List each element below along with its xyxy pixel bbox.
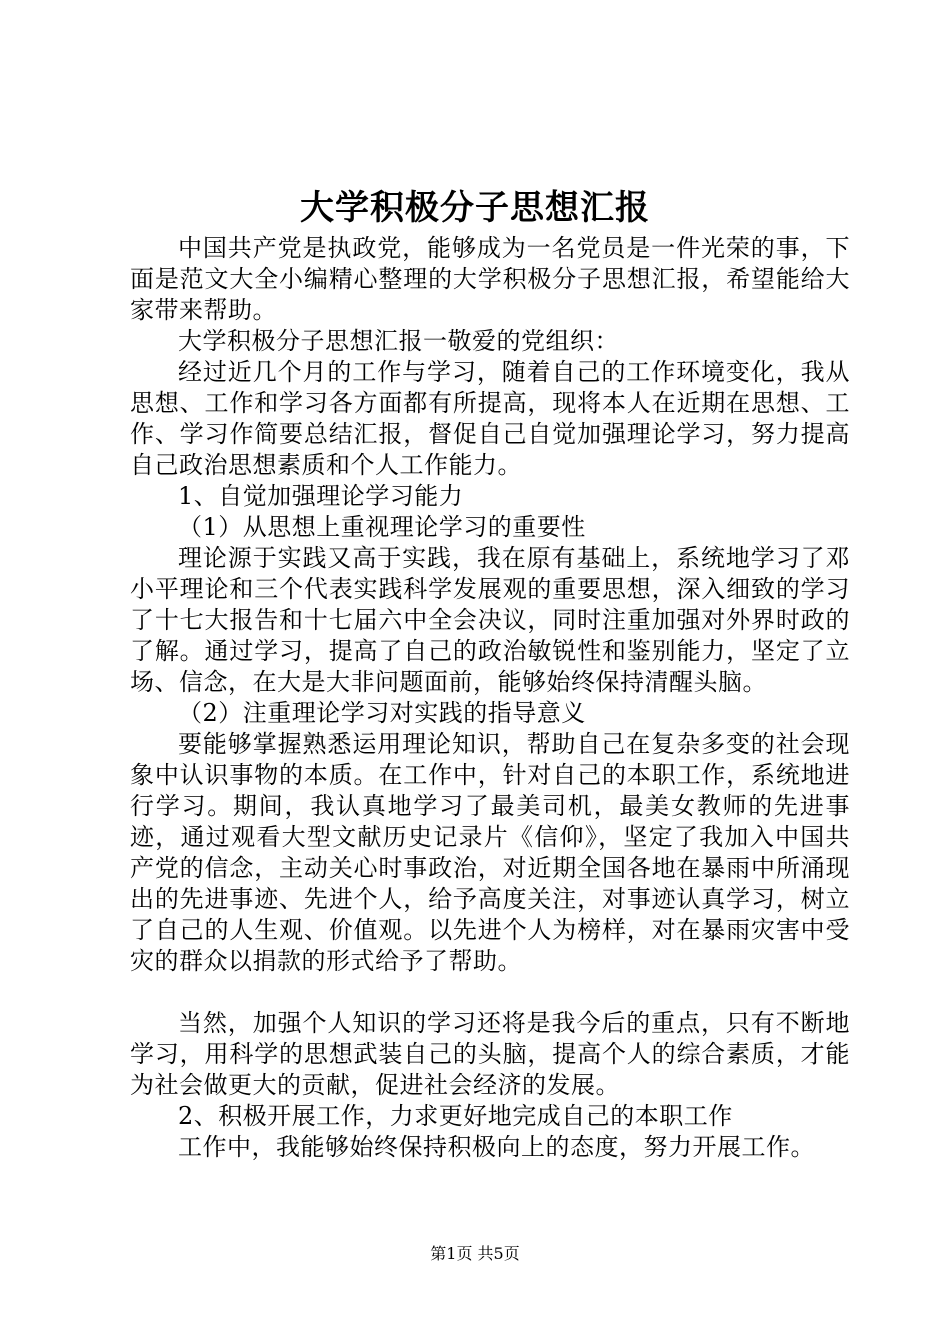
section-heading-2: 2、积极开展工作，力求更好地完成自己的本职工作 [178,1102,733,1130]
paragraph-intro: 中国共产党是执政党，能够成为一名党员是一件光荣的事，下面是范文大全小编精心整理的大学积极分子思想汇报，希望能给大家带来帮助。 [130,234,850,324]
paragraph-overview: 经过近几个月的工作与学习，随着自己的工作环境变化，我从思想、工作和学习各方面都有所提高，现将本人在近期在思想、工作、学习作简要总结汇报，督促自己自觉加强理论学习，努力提高自己政治思想素质和个人工作能力。 [130,358,850,479]
subsection-heading-1-2: （2）注重理论学习对实践的指导意义 [178,699,586,727]
document-body [130,233,850,1163]
paragraph-theory-study: 理论源于实践又高于实践，我在原有基础上，系统地学习了邓小平理论和三个代表实践科学发展观的重要思想，深入细致的学习了十七大报告和十七届六中全会决议，同时注重加强对外界时政的了解。通过学习，提高了自己的政治敏锐性和鉴别能力，坚定了立场、信念，在大是大非问题面前，能够始终保持清醒头脑。 [130,544,850,696]
paragraph-spacer [130,977,850,1008]
paragraph-practice: 要能够掌握熟悉运用理论知识，帮助自己在复杂多变的社会现象中认识事物的本质。在工作中，针对自己的本职工作，系统地进行学习。期间，我认真地学习了最美司机，最美女教师的先进事迹，通过观看大型文献历史记录片《信仰》，坚定了我加入中国共产党的信念，主动关心时事政治，对近期全国各地在暴雨中所涌现出的先进事迹、先进个人，给予高度关注，对事迹认真学习，树立了自己的人生观、价值观。以先进个人为榜样，对在暴雨灾害中受灾的群众以捐款的形式给予了帮助。 [130,730,850,975]
subsection-heading-1-1: （1）从思想上重视理论学习的重要性 [178,513,586,541]
paragraph-conclusion: 当然，加强个人知识的学习还将是我今后的重点，只有不断地学习，用科学的思想武装自己的头脑，提高个人的综合素质，才能为社会做更大的贡献，促进社会经济的发展。 [130,1009,850,1099]
paragraph-salutation: 大学积极分子思想汇报一敬爱的党组织： [178,327,619,355]
document-title: 大学积极分子思想汇报 [300,188,650,228]
page-footer: 第1页 共5页 [430,1244,520,1263]
section-heading-1: 1、自觉加强理论学习能力 [178,482,464,510]
paragraph-work: 工作中，我能够始终保持积极向上的态度，努力开展工作。 [178,1133,815,1161]
